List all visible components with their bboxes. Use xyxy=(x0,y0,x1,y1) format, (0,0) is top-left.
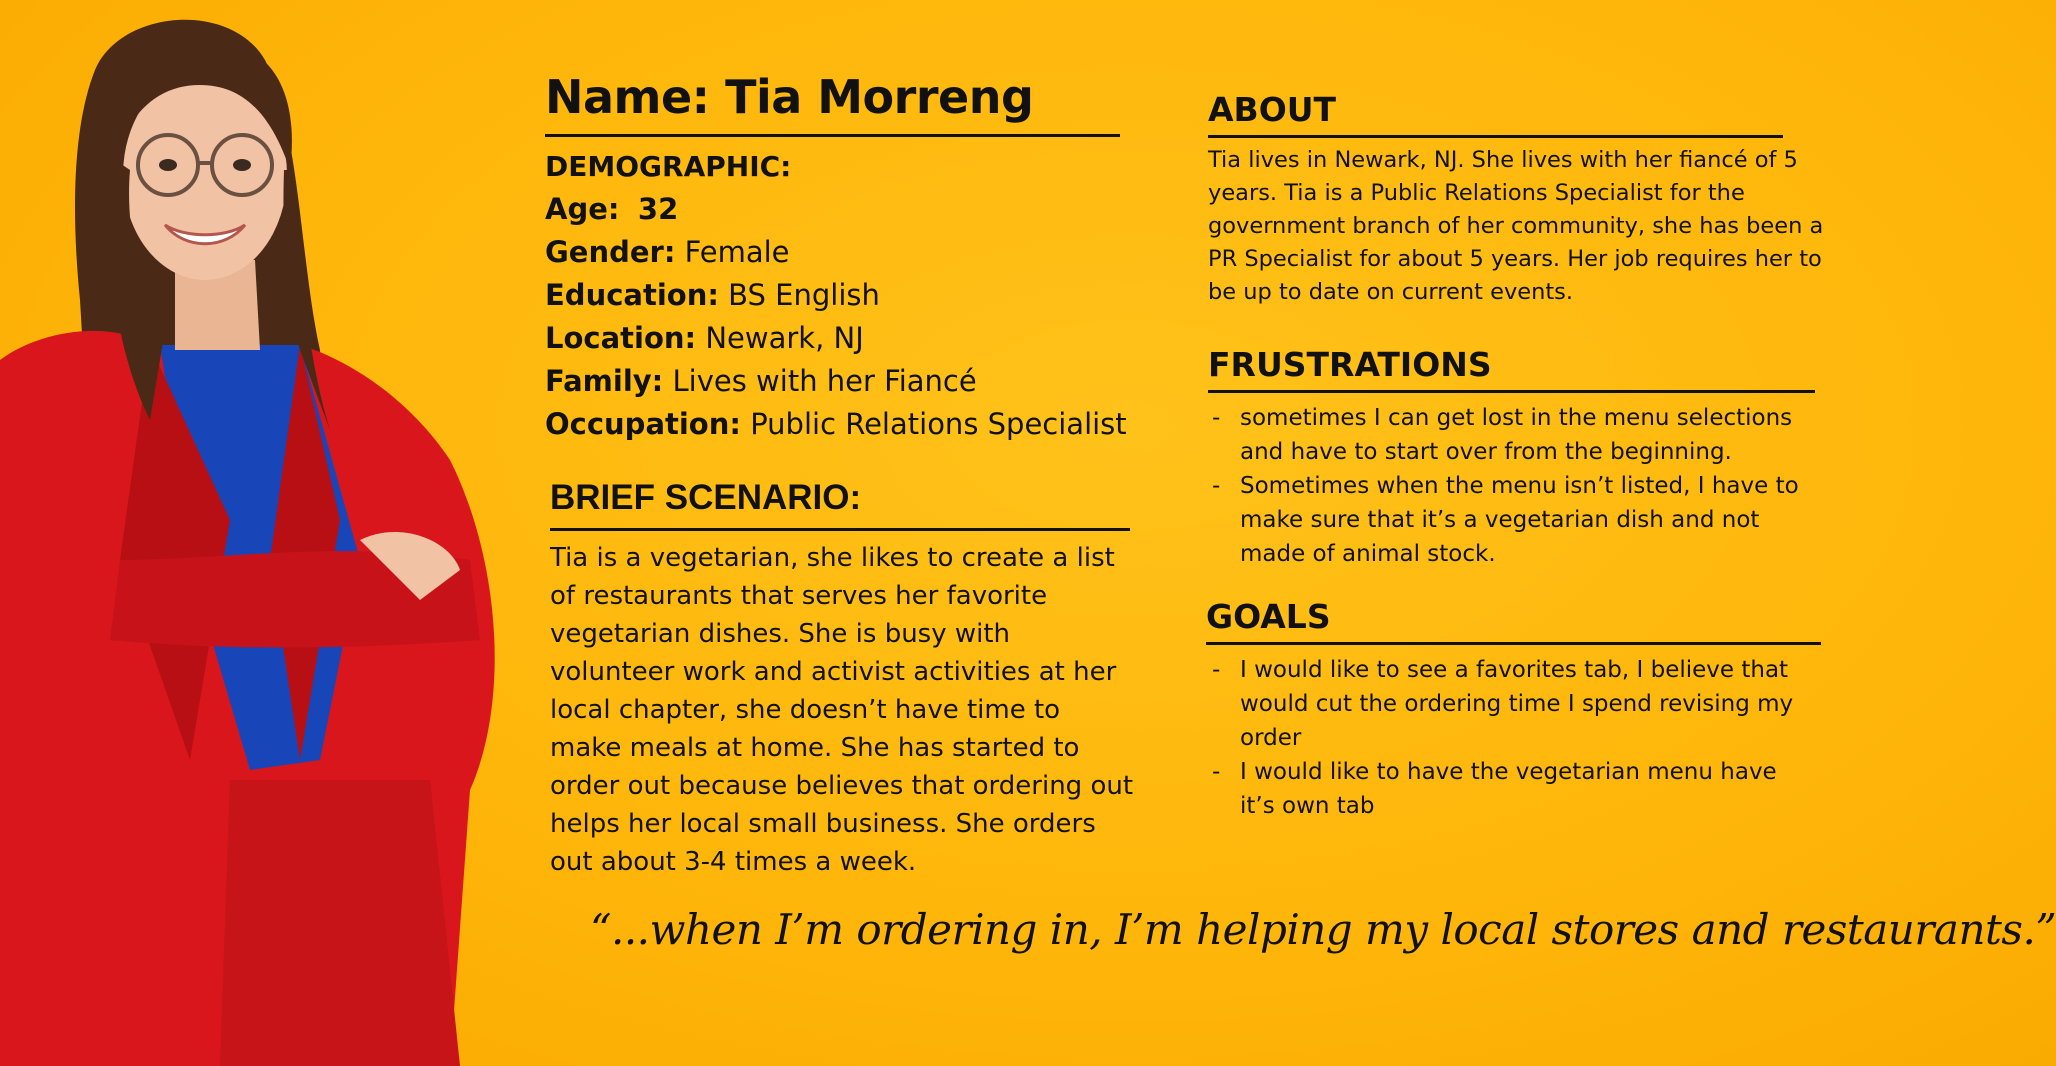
goals-title: GOALS xyxy=(1206,597,1821,645)
goals-section xyxy=(1208,597,1838,823)
frustrations-section xyxy=(1208,345,1838,571)
demographic-value: Female xyxy=(684,235,790,269)
persona-photo xyxy=(0,0,520,1066)
goals-list xyxy=(1208,653,1798,823)
persona-side-column xyxy=(1208,90,1838,823)
list-item: - Sometimes when the menu isn’t listed, I have to make sure that it’s a vegetarian dish and not made of animal stock. xyxy=(1208,469,1813,571)
demographic-label: Age: xyxy=(545,192,620,226)
demographic-value: 32 xyxy=(637,192,679,226)
demographic-label: Location: xyxy=(545,321,697,355)
demographic-family xyxy=(545,360,1135,403)
demographic-value: BS English xyxy=(728,278,880,312)
demographic-label: Education: xyxy=(545,278,719,312)
list-item: - sometimes I can get lost in the menu selections and have to start over from the beginning. xyxy=(1208,401,1813,469)
demographic-gender xyxy=(545,231,1135,274)
frustrations-list xyxy=(1208,401,1813,571)
list-item: - I would like to have the vegetarian menu have it’s own tab xyxy=(1208,755,1798,823)
demographic-occupation xyxy=(545,403,1135,446)
demographic-label: Gender: xyxy=(545,235,676,269)
demographic-heading: DEMOGRAPHIC: xyxy=(545,150,792,183)
demographic-location xyxy=(545,317,1135,360)
demographic-education xyxy=(545,274,1135,317)
persona-main-column xyxy=(545,70,1135,881)
demographic-value: Newark, NJ xyxy=(705,321,864,355)
demographic-age xyxy=(545,188,1135,231)
list-item: - I would like to see a favorites tab, I believe that would cut the ordering time I spend revising my order xyxy=(1208,653,1798,755)
about-section xyxy=(1208,90,1838,309)
demographic-value: Public Relations Specialist xyxy=(750,407,1127,441)
demographic-label: Occupation: xyxy=(545,407,741,441)
persona-quote: “...when I’m ordering in, I’m helping my local stores and restaurants.” xyxy=(590,905,2056,954)
frustrations-title: FRUSTRATIONS xyxy=(1208,345,1815,393)
persona-name: Name: Tia Morreng xyxy=(545,70,1120,137)
demographic-value: Lives with her Fiancé xyxy=(672,364,977,398)
about-text: Tia lives in Newark, NJ. She lives with her fiancé of 5 years. Tia is a Public Relations Specialist for the government branch of her community, she has been a PR Specialist for about 5 years. Her job requires her to be up to date on current events. xyxy=(1208,147,1824,305)
brief-scenario-text: Tia is a vegetarian, she likes to create a list of restaurants that serves her favorite vegetarian dishes. She is busy with volunteer work and activist activities at her local chapter, she doesn’t have time to make meals at home. She has started to order out because believes that ordering out helps her local small business. She orders out about 3-4 times a week. xyxy=(550,543,1134,877)
about-title: ABOUT xyxy=(1208,90,1783,138)
demographics-block xyxy=(545,145,1135,446)
demographic-label: Family: xyxy=(545,364,664,398)
brief-scenario-title: BRIEF SCENARIO: xyxy=(550,478,1130,531)
